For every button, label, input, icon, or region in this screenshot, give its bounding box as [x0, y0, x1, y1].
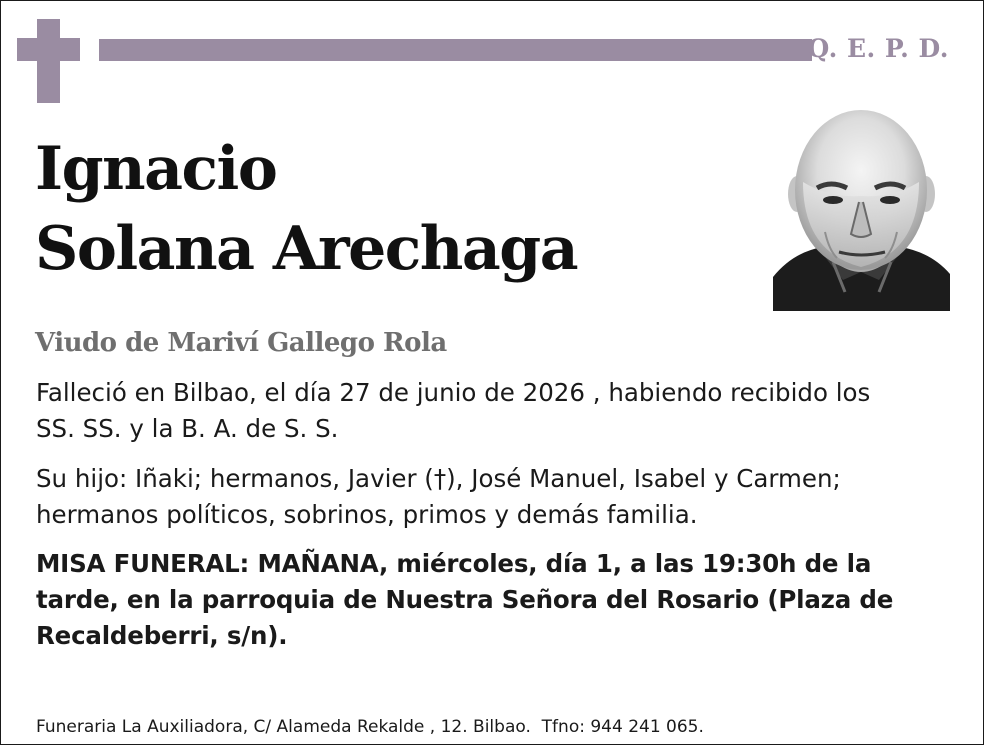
first-name: Ignacio	[35, 134, 277, 204]
funeral-mass-paragraph: MISA FUNERAL: MAÑANA, miércoles, día 1, a las 19:30h de la tarde, en la parroquia de Nuestra Señora del Rosario (Plaza de Recaldeberri, s/n).	[36, 549, 894, 650]
surnames: Solana Arechaga	[35, 214, 578, 284]
cross-horizontal-bar	[17, 38, 80, 61]
header-rule	[99, 39, 812, 61]
family-paragraph: Su hijo: Iñaki; hermanos, Javier (†), José Manuel, Isabel y Carmen; hermanos políticos, sobrinos, primos y demás familia.	[36, 464, 841, 529]
funeral-home-footer: Funeraria La Auxiliadora, C/ Alameda Rekalde , 12. Bilbao. Tfno: 944 241 065.	[36, 717, 704, 737]
portrait-photo	[773, 102, 950, 311]
death-notice-paragraph: Falleció en Bilbao, el día 27 de junio de 2026 , habiendo recibido los SS. SS. y la B. A. de S. S.	[36, 378, 871, 443]
cross-vertical-bar	[37, 19, 60, 103]
portrait-image	[773, 102, 950, 311]
qepd-label: Q. E. P. D.	[807, 34, 949, 63]
widower-of-line: Viudo de Mariví Gallego Rola	[35, 328, 447, 358]
deceased-name	[35, 129, 577, 289]
